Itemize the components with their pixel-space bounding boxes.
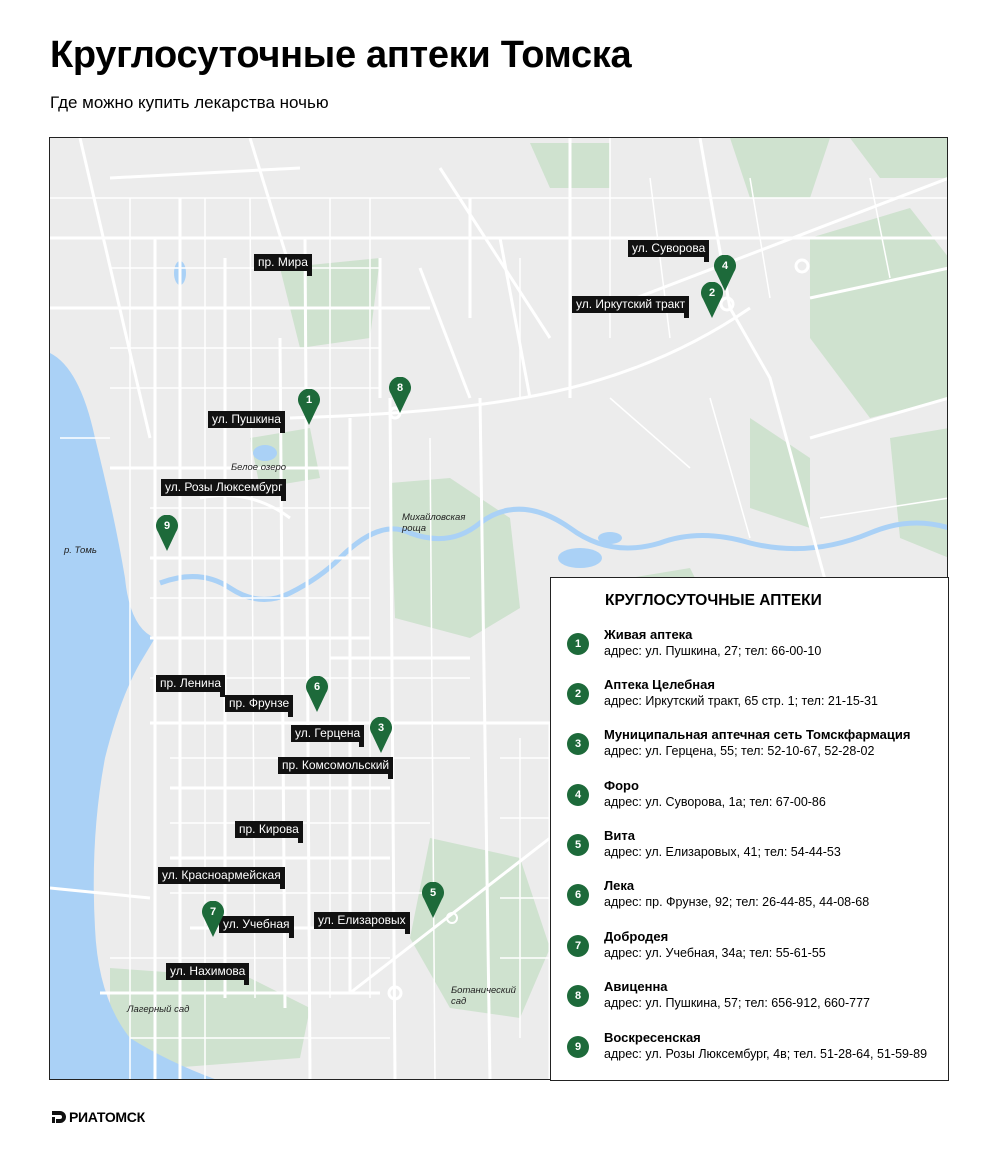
place-label-lake: Белое озеро (231, 462, 287, 473)
legend-number: 7 (567, 935, 589, 957)
legend-number: 6 (567, 884, 589, 906)
pharmacy-name: Муниципальная аптечная сеть Томскфармация (604, 727, 911, 742)
pharmacy-address: адрес: ул. Герцена, 55; тел: 52-10-67, 52-28-02 (604, 744, 875, 758)
logo-icon (50, 1109, 66, 1125)
street-label: пр. Ленина (156, 675, 225, 692)
legend-item[interactable] (567, 1030, 947, 1074)
legend-number: 1 (567, 633, 589, 655)
legend-item[interactable] (567, 778, 947, 822)
place-label-grove: Михайловская роща (402, 512, 466, 534)
legend-item[interactable] (567, 727, 947, 771)
street-label: ул. Суворова (628, 240, 709, 257)
street-label: ул. Учебная (219, 916, 294, 933)
street-label: пр. Комсомольский (278, 757, 393, 774)
legend-item[interactable] (567, 979, 947, 1023)
legend-number: 9 (567, 1036, 589, 1058)
street-label: ул. Нахимова (166, 963, 249, 980)
pharmacy-name: Воскресенская (604, 1030, 701, 1045)
pharmacy-address: адрес: ул. Учебная, 34а; тел: 55-61-55 (604, 946, 826, 960)
pharmacy-marker[interactable]: 4 (714, 255, 736, 291)
pharmacy-marker[interactable]: 5 (422, 882, 444, 918)
pharmacy-marker[interactable]: 6 (306, 676, 328, 712)
pharmacy-address: адрес: ул. Елизаровых, 41; тел: 54-44-53 (604, 845, 841, 859)
pharmacy-name: Форо (604, 778, 639, 793)
pharmacy-address: адрес: ул. Розы Люксембург, 4в; тел. 51-28-64, 51-59-89 (604, 1047, 928, 1061)
pharmacy-marker[interactable]: 8 (389, 377, 411, 413)
legend-item[interactable] (567, 878, 947, 922)
legend-title: КРУГЛОСУТОЧНЫЕ АПТЕКИ (605, 592, 822, 609)
logo-text: РИАТОМСК (69, 1109, 145, 1125)
pharmacy-name: Вита (604, 828, 635, 843)
place-label-camp: Лагерный сад (127, 1004, 190, 1015)
legend-number: 8 (567, 985, 589, 1007)
pharmacy-marker[interactable]: 7 (202, 901, 224, 937)
legend-number: 4 (567, 784, 589, 806)
pharmacy-marker[interactable]: 1 (298, 389, 320, 425)
riatomsk-logo[interactable] (50, 1106, 145, 1128)
legend-number: 3 (567, 733, 589, 755)
legend-item[interactable] (567, 627, 947, 671)
street-label: ул. Пушкина (208, 411, 285, 428)
pharmacy-address: адрес: Иркутский тракт, 65 стр. 1; тел: 21-15-31 (604, 694, 878, 708)
place-label-botanic: Ботанический сад (451, 985, 516, 1007)
legend-number: 5 (567, 834, 589, 856)
pharmacy-marker[interactable]: 9 (156, 515, 178, 551)
street-label: пр. Мира (254, 254, 312, 271)
legend-item[interactable] (567, 677, 947, 721)
pharmacy-name: Авиценна (604, 979, 668, 994)
pharmacy-legend (550, 577, 949, 1081)
legend-item[interactable] (567, 929, 947, 973)
page-subtitle: Где можно купить лекарства ночью (50, 93, 329, 112)
pharmacy-name: Живая аптека (604, 627, 693, 642)
street-label: пр. Фрунзе (225, 695, 293, 712)
street-label: ул. Герцена (291, 725, 364, 742)
place-label-river: р. Томь (64, 545, 97, 556)
pharmacy-address: адрес: ул. Пушкина, 57; тел: 656-912, 660-777 (604, 996, 870, 1010)
legend-number: 2 (567, 683, 589, 705)
page-title: Круглосуточные аптеки Томска (50, 34, 632, 76)
pharmacy-address: адрес: пр. Фрунзе, 92; тел: 26-44-85, 44-08-68 (604, 895, 870, 909)
pharmacy-name: Добродея (604, 929, 669, 944)
street-label: ул. Красноармейская (158, 867, 285, 884)
pharmacy-address: адрес: ул. Пушкина, 27; тел: 66-00-10 (604, 644, 822, 658)
pharmacy-marker[interactable]: 2 (701, 282, 723, 318)
street-label: пр. Кирова (235, 821, 303, 838)
pharmacy-name: Аптека Целебная (604, 677, 715, 692)
street-label: ул. Елизаровых (314, 912, 410, 929)
pharmacy-marker[interactable]: 3 (370, 717, 392, 753)
pharmacy-name: Лека (604, 878, 635, 893)
street-label: ул. Розы Люксембург (161, 479, 286, 496)
legend-item[interactable] (567, 828, 947, 872)
pharmacy-address: адрес: ул. Суворова, 1а; тел: 67-00-86 (604, 795, 826, 809)
street-label: ул. Иркутский тракт (572, 296, 689, 313)
